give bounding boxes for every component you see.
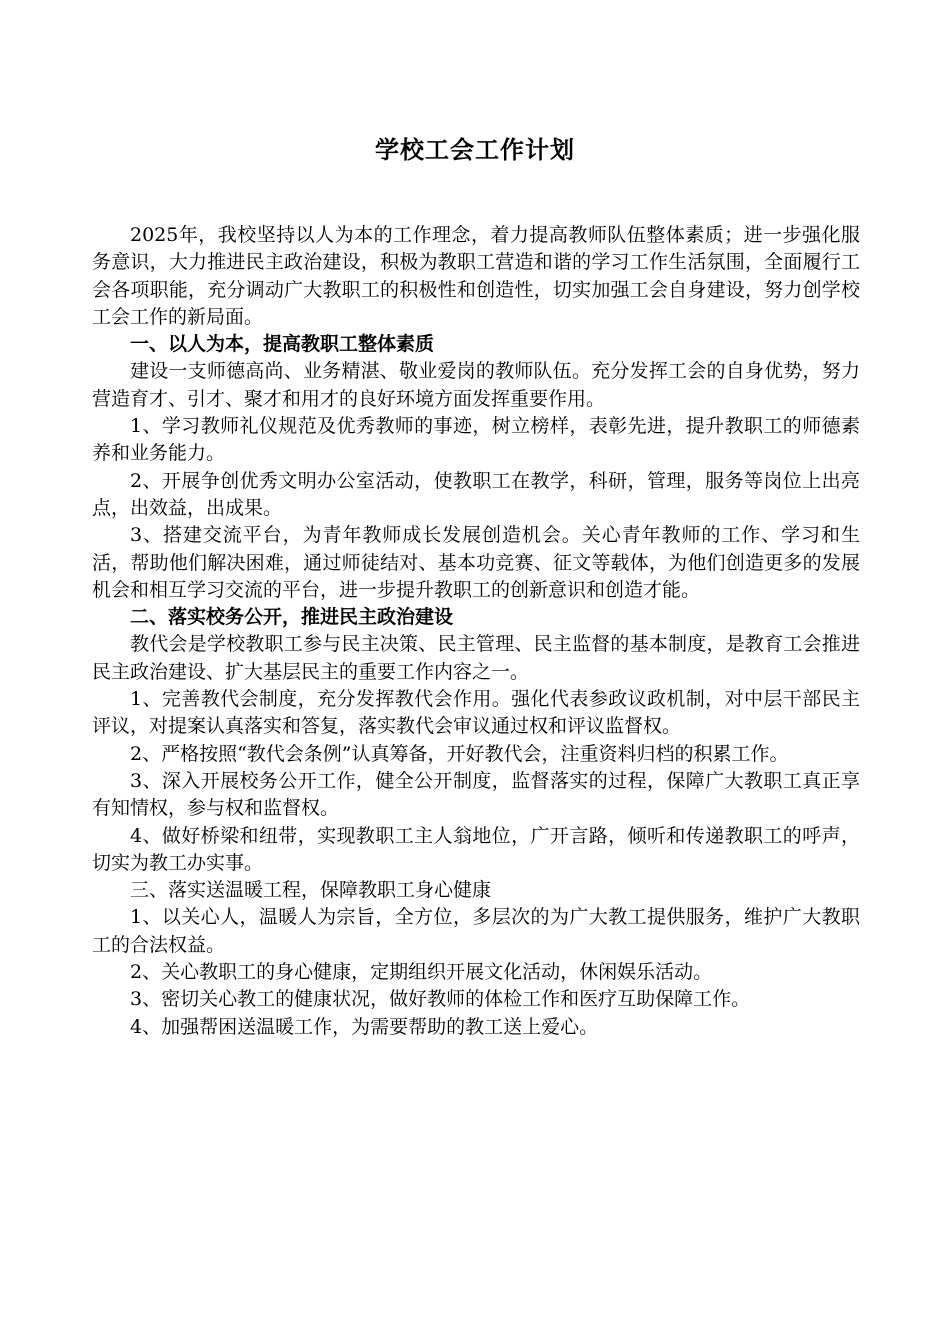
section-1-item: 1、学习教师礼仪规范及优秀教师的事迹，树立榜样，表彰先进，提升教职工的师德素养和业务能力。 xyxy=(92,415,860,465)
section-2-item: 4、做好桥梁和纽带，实现教职工主人翁地位，广开言路，倾听和传递教职工的呼声，切实为教工办实事。 xyxy=(92,824,860,874)
section-2-item: 2、严格按照“教代会条例”认真筹备，开好教代会，注重资料归档的积累工作。 xyxy=(130,742,789,765)
section-2-lead: 教代会是学校教职工参与民主决策、民主管理、民主监督的基本制度，是教育工会推进民主政治建设、扩大基层民主的重要工作内容之一。 xyxy=(92,633,860,683)
section-1-item: 3、搭建交流平台，为青年教师成长发展创造机会。关心青年教师的工作、学习和生活，帮助他们解决困难，通过师徒结对、基本功竞赛、征文等载体，为他们创造更多的发展机会和相互学习交流的平台，进一步提升教职工的创新意识和创造才能。 xyxy=(92,524,860,601)
section-2-item: 1、完善教代会制度，充分发挥教代会作用。强化代表参政议政机制，对中层干部民主评议，对提案认真落实和答复，落实教代会审议通过权和评议监督权。 xyxy=(92,688,860,738)
intro-paragraph: 2025年，我校坚持以人为本的工作理念，着力提高教师队伍整体素质；进一步强化服务意识，大力推进民主政治建设，积极为教职工营造和谐的学习工作生活氛围，全面履行工会各项职能，充分调动广大教职工的积极性和创造性，切实加强工会自身建设，努力创学校工会工作的新局面。 xyxy=(92,224,860,328)
document-title: 学校工会工作计划 xyxy=(375,135,575,164)
section-1-heading: 一、以人为本，提高教职工整体素质 xyxy=(130,333,435,356)
document-body xyxy=(92,222,860,1041)
section-2-heading: 二、落实校务公开，推进民主政治建设 xyxy=(130,606,454,629)
section-3-item: 3、密切关心教工的健康状况，做好教师的体检工作和医疗互助保障工作。 xyxy=(130,988,751,1011)
section-1-lead: 建设一支师德高尚、业务精湛、敬业爱岗的教师队伍。充分发挥工会的自身优势，努力营造育才、引才、聚才和用才的良好环境方面发挥重要作用。 xyxy=(92,360,860,410)
section-3-item: 2、关心教职工的身心健康，定期组织开展文化活动，休闲娱乐活动。 xyxy=(130,961,713,984)
section-1-item: 2、开展争创优秀文明办公室活动，使教职工在教学，科研，管理，服务等岗位上出亮点，出效益，出成果。 xyxy=(92,469,860,519)
section-3-heading: 三、落实送温暖工程，保障教职工身心健康 xyxy=(130,879,492,902)
section-2-item: 3、深入开展校务公开工作，健全公开制度，监督落实的过程，保障广大教职工真正享有知情权，参与权和监督权。 xyxy=(92,769,860,820)
section-3-item: 4、加强帮困送温暖工作，为需要帮助的教工送上爱心。 xyxy=(130,1015,599,1038)
section-3-item: 1、以关心人，温暖人为宗旨，全方位，多层次的为广大教工提供服务，维护广大教职工的合法权益。 xyxy=(92,906,860,956)
